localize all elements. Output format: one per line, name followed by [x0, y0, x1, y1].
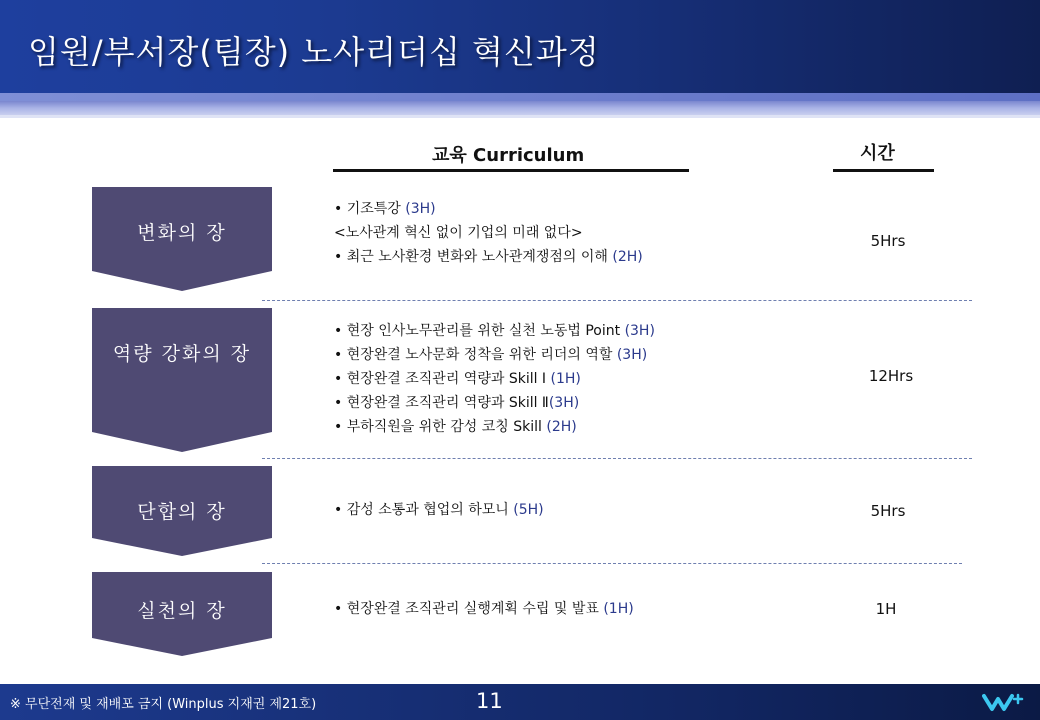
list-item: <노사관계 혁신 없이 기업의 미래 없다> — [334, 225, 583, 241]
stage-hours-total: 5Hrs — [870, 502, 906, 520]
stage-items-practice — [334, 597, 634, 621]
time-column-header: 시간 — [860, 143, 895, 164]
list-item: • 부하직원을 위한 감성 코칭 Skill (2H) — [334, 419, 577, 435]
header-stripe — [0, 93, 1040, 101]
page-title: 임원/부서장(팀장) 노사리더십 혁신과정 — [28, 33, 600, 71]
stage-label: 단합의 장 — [137, 501, 227, 523]
stage-items-unity — [334, 498, 544, 522]
stage-hours-total: 1H — [875, 600, 897, 618]
stage-label: 실천의 장 — [137, 600, 227, 622]
stage-block-change — [91, 187, 273, 292]
list-item: • 최근 노사환경 변화와 노사관계쟁점의 이해 (2H) — [334, 249, 643, 265]
curriculum-column-header: 교육 Curriculum — [432, 145, 585, 166]
row-divider — [262, 300, 972, 301]
stage-block-practice — [91, 572, 273, 657]
stage-items-change — [334, 197, 643, 269]
header-stripe — [0, 101, 1040, 115]
list-item: • 현장완결 조직관리 실행계획 수립 및 발표 (1H) — [334, 601, 634, 617]
footer-bar — [0, 684, 1040, 720]
list-item: • 감성 소통과 협업의 하모니 (5H) — [334, 502, 544, 518]
list-item: • 현장 인사노무관리를 위한 실천 노동법 Point (3H) — [334, 323, 655, 339]
stage-items-capability — [334, 319, 655, 439]
stage-label: 변화의 장 — [137, 222, 227, 244]
copyright-note: ※ 무단전재 및 재배포 금지 (Winplus 지재권 제21호) — [10, 697, 317, 712]
stage-hours-total: 12Hrs — [868, 367, 914, 385]
row-divider — [262, 563, 962, 564]
header-stripe — [0, 115, 1040, 118]
list-item: • 현장완결 노사문화 정착을 위한 리더의 역할 (3H) — [334, 347, 648, 363]
page-number: 11 — [476, 689, 503, 713]
curriculum-header-underline — [333, 169, 689, 172]
list-item: • 현장완결 조직관리 역량과 Skill Ⅱ(3H) — [334, 395, 580, 411]
stage-hours-total: 5Hrs — [870, 232, 906, 250]
stage-label: 역량 강화의 장 — [112, 343, 252, 365]
time-header-underline — [833, 169, 934, 172]
stage-arrow-shape — [91, 308, 273, 453]
stage-block-unity — [91, 466, 273, 557]
list-item: • 현장완결 조직관리 역량과 Skill Ⅰ (1H) — [334, 371, 581, 387]
stage-block-capability — [91, 308, 273, 453]
list-item: • 기조특강 (3H) — [334, 201, 436, 217]
winplus-logo-icon — [982, 691, 1028, 713]
row-divider — [262, 458, 972, 459]
header-bar — [0, 0, 1040, 93]
